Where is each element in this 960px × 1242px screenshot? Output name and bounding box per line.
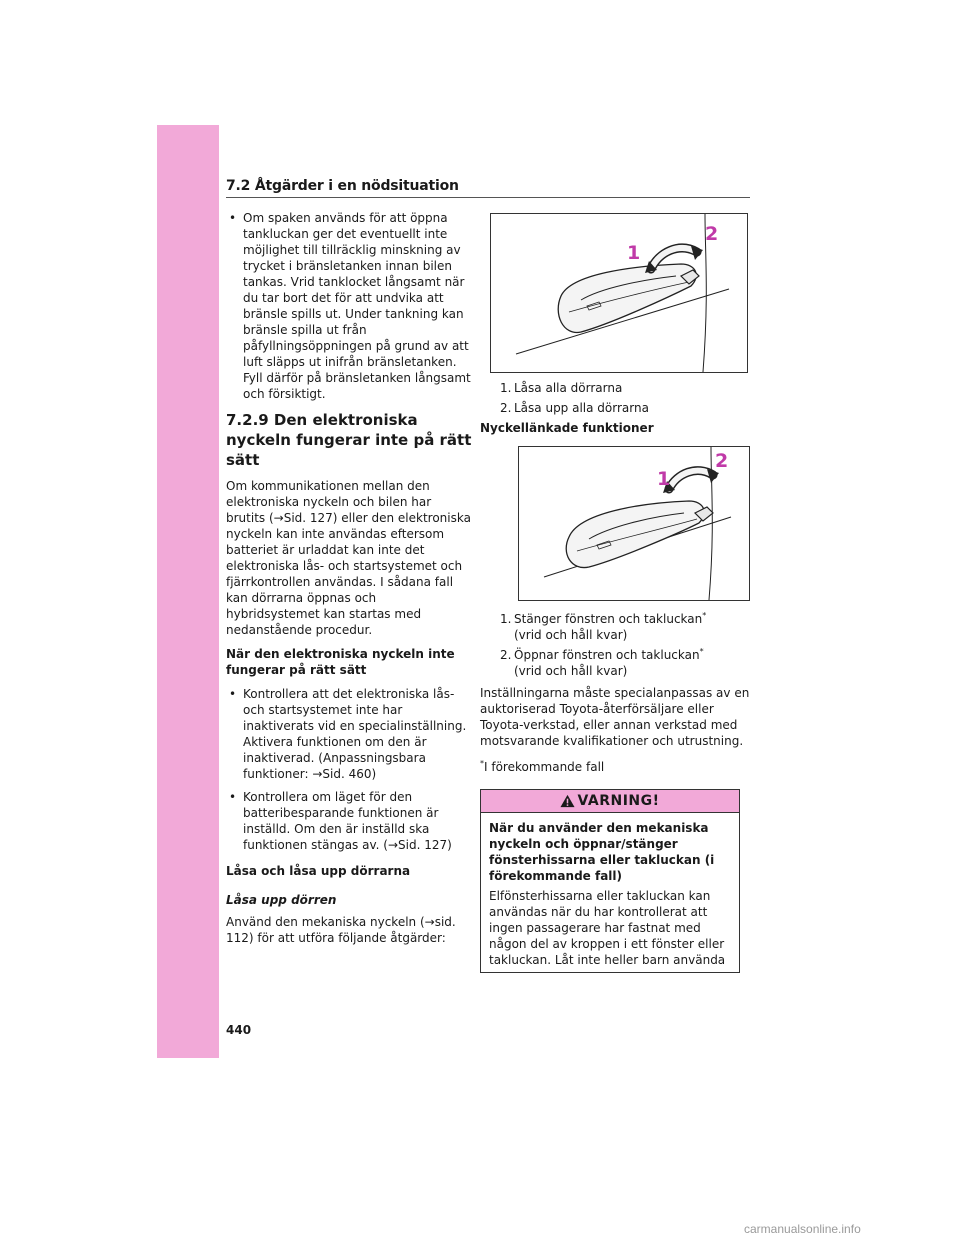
subheading-lock-unlock: Låsa och låsa upp dörrarna [226,864,411,878]
warning-title: VARNING! [577,793,660,809]
door-handle-illustration [491,214,747,372]
list-item: 1. Låsa alla dörrarna [500,381,623,395]
paragraph-mechanical-key: Använd den mekaniska nyckeln (→sid. 112) för att utföra följande åtgärder: [226,915,456,945]
intro-paragraph: Om kommunikationen mellan den elektroniska nyckeln och bilen har brutits (→Sid. 127) eller den elektroniska nyckeln kan inte användas eftersom batteriet är urladdat kan inte det elektroniska lås- och startsystemet och fjärrkontrollen användas. I sådana fall kan dörrarna öppnas och hybridsystemet kan startas med nedanstående procedur. [226,479,471,637]
watermark: carmanualsonline.info [744,1222,861,1236]
list-item: 1. Stänger fönstren och takluckan* (vrid och håll kvar) [500,611,707,642]
bullet-check-system: • Kontrollera att det elektroniska lås- och startsystemet inte har inaktiverats vid en specialinställning. Aktivera funktionen om den är inaktiverad. (Anpassningsbara funktioner: →Sid. 460) [226,686,472,782]
paragraph-settings: Inställningarna måste specialanpassas av en auktoriserad Toyota-återförsäljare eller Toyota-verkstad, eller annan verkstad med motsvarande kvalifikationer och utrustning. [480,686,750,748]
warning-text: Elfönsterhissarna eller takluckan kan användas när du har kontrollerat att ingen passagerare har fastnat med någon del av kroppen i ett fönster eller takluckan. Låt inte heller barn använda [489,889,726,967]
figure-label-1: 1 [627,242,641,264]
door-handle-illustration-2 [519,447,749,600]
window-actions-list [490,611,750,679]
subheading-key-linked: Nyckellänkade funktioner [480,421,654,435]
subheading-key-not-working: När den elektroniska nyckeln inte fungerar på rätt sätt [226,647,455,677]
list-item: 2. Låsa upp alla dörrarna [500,401,649,415]
page-side-band [157,125,219,1058]
figure-label-2: 2 [705,223,719,245]
warning-body [481,813,739,972]
bullet-check-battery-saving: • Kontrollera om läget för den batteribesparande funktionen är inställd. Om den är inställd ska funktionen stängas av. (→Sid. 127) [226,789,472,853]
list-item: 2. Öppnar fönstren och takluckan* (vrid och håll kvar) [500,647,704,678]
footnote: *I förekommande fall [480,759,605,774]
warning-header [481,790,739,813]
page-number: 440 [226,1023,252,1037]
figure2-label-1: 1 [657,468,671,490]
left-column [226,210,472,954]
warning-heading: När du använder den mekaniska nyckeln och öppnar/stänger fönsterhissarna eller takluckan (i förekommande fall) [489,821,715,883]
subheading-unlock-door: Låsa upp dörren [226,893,337,907]
section-title: 7.2 Åtgärder i en nödsituation [226,178,459,194]
header-rule [226,197,750,198]
door-handle-figure-windows [518,446,750,601]
warning-triangle-icon [560,794,575,808]
right-column [480,213,750,973]
section-heading: 7.2.9 Den elektroniska nyckeln fungerar inte på rätt sätt [226,411,472,469]
warning-box [480,789,740,973]
figure2-label-2: 2 [715,450,729,472]
door-handle-figure-lock [490,213,748,373]
lock-actions-list [490,380,750,416]
bullet-fuel-note: • Om spaken används för att öppna tankluckan ger det eventuellt inte möjlighet till tillräcklig minskning av trycket i bränsletanken innan bilen tankas. Vrid tanklocket långsamt när du tar bort det för att undvika att bränsle spills ut. Under tankning kan bränsle spilla ut från påfyllningsöppningen på grund av att luft släpps ut inifrån bränsletanken. Fyll därför på bränsletanken långsamt och försiktigt. [226,210,472,402]
